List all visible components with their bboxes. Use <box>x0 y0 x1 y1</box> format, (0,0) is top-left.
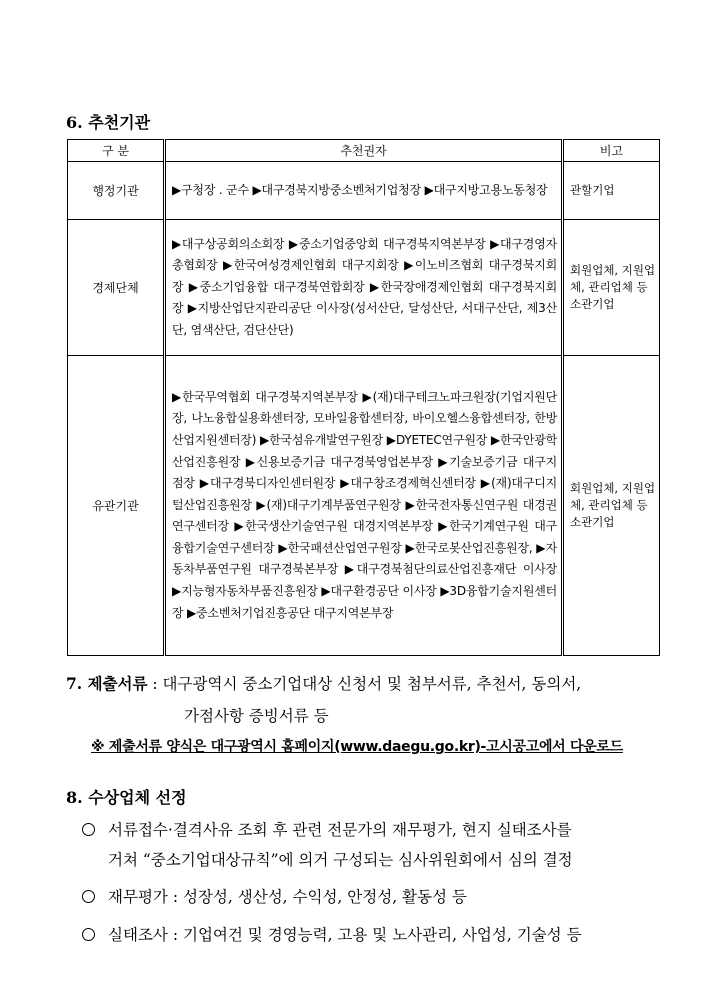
list-item <box>82 882 672 912</box>
row-category: 행정기관 <box>68 162 165 220</box>
section-7-text-line2: 가점사항 증빙서류 등 <box>184 707 329 725</box>
row-note: 관할기업 <box>563 162 660 220</box>
table-row <box>68 356 660 656</box>
row-category: 유관기관 <box>68 356 165 656</box>
download-note: ※ 제출서류 양식은 대구광역시 홈페이지(www.daegu.go.kr)-고시공고에서 다운로드 <box>91 739 623 755</box>
header-category: 구 분 <box>68 140 165 162</box>
row-recommenders: ▶대구상공회의소회장 ▶중소기업중앙회 대구경북지역본부장 ▶대구경영자총협회장 ▶한국여성경제인협회 대구지회장 ▶이노비즈협회 대구경북지회장 ▶중소기업융합 대구경북연합회장 ▶한국장애경제인협회 대구경북지회장 ▶지방산업단지관리공단 이사장(성서산단, 달성산단, 서대구산단, 제3산단, 염색산단, 검단산단) <box>165 220 563 356</box>
table-row <box>68 220 660 356</box>
table-row <box>68 162 660 220</box>
section-7-submission-docs <box>66 668 666 732</box>
header-recommender: 추천권자 <box>165 140 563 162</box>
bullet-text: 재무평가 : 성장성, 생산성, 수익성, 안정성, 활동성 등 <box>108 888 467 906</box>
list-item <box>82 815 672 875</box>
bullet-text: 실태조사 : 기업여건 및 경영능력, 고용 및 노사관리, 사업성, 기술성 등 <box>108 926 582 944</box>
row-recommenders: ▶구청장 . 군수 ▶대구경북지방중소벤처기업청장 ▶대구지방고용노동청장 <box>165 162 563 220</box>
section-7-label: 7. 제출서류 <box>66 674 148 693</box>
bullet-text: 서류접수·결격사유 조회 후 관련 전문가의 재무평가, 현지 실태조사를 <box>108 821 572 839</box>
recommending-institutions-table <box>67 139 660 656</box>
circle-bullet-icon <box>82 823 95 836</box>
row-note: 회원업체, 지원업체, 관리업체 등 소관기업 <box>563 220 660 356</box>
section-6-heading: 6. 추천기관 <box>66 113 151 132</box>
list-item <box>82 920 672 950</box>
row-category: 경제단체 <box>68 220 165 356</box>
circle-bullet-icon <box>82 890 95 903</box>
circle-bullet-icon <box>82 928 95 941</box>
row-recommenders: ▶한국무역협회 대구경북지역본부장 ▶(재)대구테크노파크원장(기업지원단장, 나노융합실용화센터장, 모바일융합센터장, 바이오헬스융합센터장, 한방산업지원센터장) ▶한국섬유개발연구원장 ▶DYETEC연구원장 ▶한국안광학산업진흥원장 ▶신용보증기금 대구경북영업본부장 ▶기술보증기금 대구지점장 ▶대구경북디자인센터원장 ▶대구창조경제혁신센터장 ▶(재)대구디지털산업진흥원장 ▶(재)대구기계부품연구원장 ▶한국전자통신연구원 대경권연구센터장 ▶한국생산기술연구원 대경지역본부장 ▶한국기계연구원 대구융합기술연구센터장 ▶한국패션산업연구원장 ▶한국로봇산업진흥원장, ▶자동차부품연구원 대구경북본부장 ▶대구경북첨단의료산업진흥재단 이사장 ▶지능형자동차부품진흥원장 ▶대구환경공단 이사장 ▶3D융합기술지원센터장 ▶중소벤처기업진흥공단 대구지역본부장 <box>165 356 563 656</box>
section-7-text-line1: : 대구광역시 중소기업대상 신청서 및 첨부서류, 추천서, 동의서, <box>147 675 582 693</box>
header-note: 비고 <box>563 140 660 162</box>
table-header-row <box>68 140 660 162</box>
bullet-text-continued: 거쳐 “중소기업대상규칙”에 의거 구성되는 심사위원회에서 심의 결정 <box>108 851 573 869</box>
row-note: 회원업체, 지원업체, 관리업체 등 소관기업 <box>563 356 660 656</box>
section-8-heading: 8. 수상업체 선정 <box>66 788 187 807</box>
